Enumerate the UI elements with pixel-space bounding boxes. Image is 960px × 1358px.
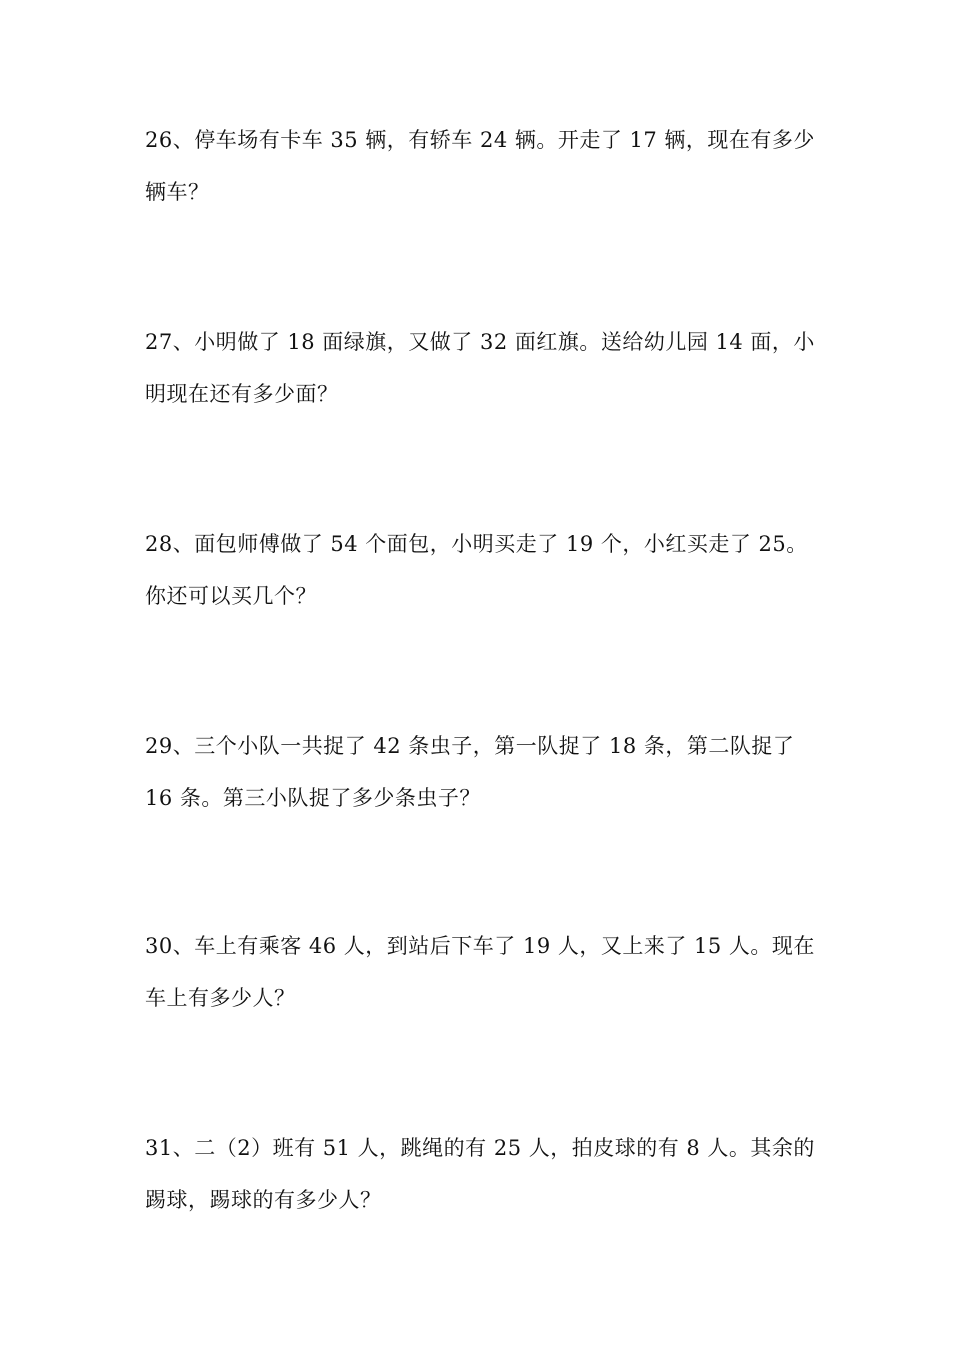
problem-line: 28、面包师傅做了 54 个面包，小明买走了 19 个，小红买走了 25。	[145, 532, 808, 556]
problem-line: 27、小明做了 18 面绿旗，又做了 32 面红旗。送给幼儿园 14 面，小	[145, 330, 815, 354]
problem-line: 26、停车场有卡车 35 辆，有轿车 24 辆。开走了 17 辆，现在有多少	[145, 128, 815, 152]
word-problem-28	[145, 518, 825, 622]
problem-line: 16 条。第三小队捉了多少条虫子？	[145, 786, 481, 810]
problem-line: 31、二（2）班有 51 人，跳绳的有 25 人，拍皮球的有 8 人。其余的	[145, 1136, 815, 1160]
word-problem-29	[145, 720, 825, 824]
problem-line: 30、车上有乘客 46 人，到站后下车了 19 人，又上来了 15 人。现在	[145, 934, 815, 958]
problem-line: 明现在还有多少面？	[145, 382, 339, 406]
problem-line: 你还可以买几个？	[145, 584, 317, 608]
problem-line: 辆车？	[145, 180, 210, 204]
word-problem-31	[145, 1122, 825, 1226]
word-problem-27	[145, 316, 825, 420]
problem-line: 踢球，踢球的有多少人？	[145, 1188, 382, 1212]
word-problem-30	[145, 920, 825, 1024]
word-problem-26	[145, 114, 825, 218]
problem-line: 29、三个小队一共捉了 42 条虫子，第一队捉了 18 条，第二队捉了	[145, 734, 795, 758]
problem-line: 车上有多少人？	[145, 986, 296, 1010]
